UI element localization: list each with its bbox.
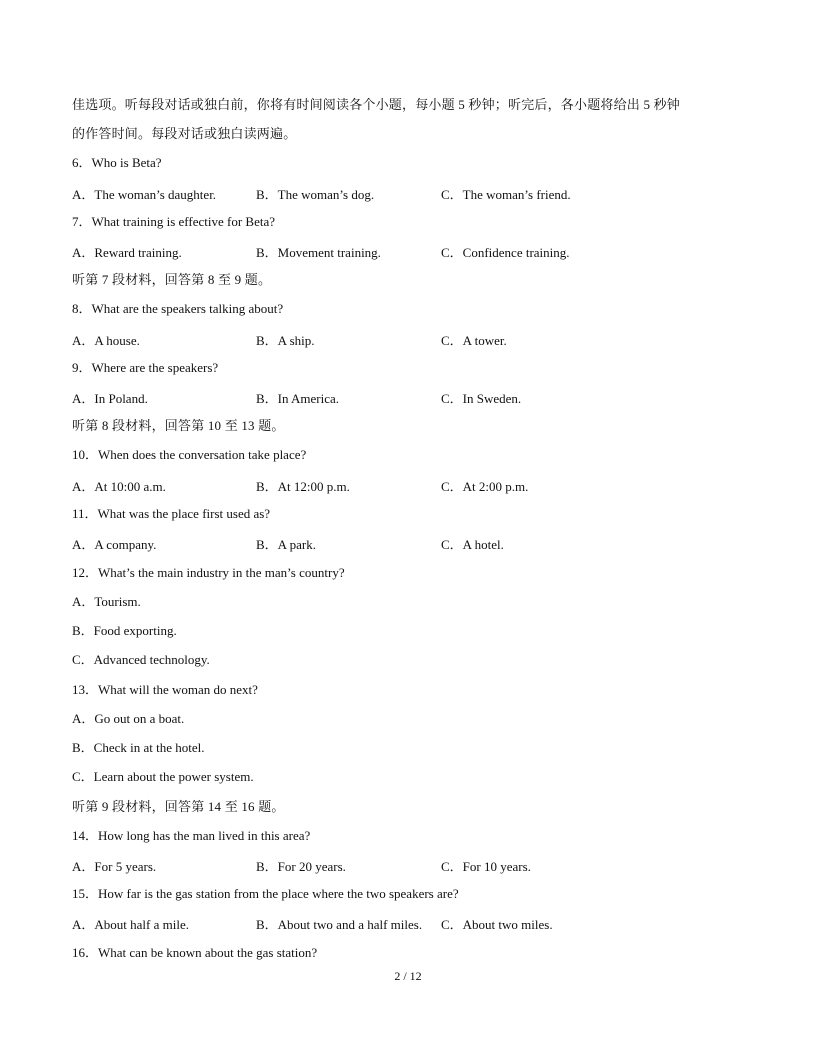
question-14-option-b: B．For 20 years. — [256, 859, 346, 874]
question-13-option-c: C．Learn about the power system. — [72, 769, 254, 784]
question-10-stem: 10．When does the conversation take place? — [72, 447, 307, 462]
section-heading-7: 听第 7 段材料，回答第 8 至 9 题。 — [72, 272, 272, 287]
question-15-option-b: B．About two and a half miles. — [256, 917, 423, 932]
question-13-stem: 13．What will the woman do next? — [72, 682, 258, 697]
question-11-stem: 11．What was the place first used as? — [72, 506, 271, 521]
question-6-option-c: C．The woman’s friend. — [441, 187, 571, 202]
question-13-option-b: B．Check in at the hotel. — [72, 740, 205, 755]
section-heading-9: 听第 9 段材料，回答第 14 至 16 题。 — [72, 799, 285, 814]
question-8-stem: 8．What are the speakers talking about? — [72, 301, 284, 316]
question-9-option-a: A．In Poland. — [72, 391, 148, 406]
question-9-option-c: C．In Sweden. — [441, 391, 522, 406]
question-13-option-a: A．Go out on a boat. — [72, 711, 185, 726]
question-9-option-b: B．In America. — [256, 391, 340, 406]
question-11-option-a: A．A company. — [72, 537, 157, 552]
question-12-option-c: C．Advanced technology. — [72, 652, 210, 667]
question-8-option-a: A．A house. — [72, 333, 140, 348]
question-9-stem: 9．Where are the speakers? — [72, 360, 219, 375]
question-11-option-b: B．A park. — [256, 537, 316, 552]
question-6-stem: 6．Who is Beta? — [72, 155, 162, 170]
page-number: 2 / 12 — [394, 969, 422, 983]
instruction-line-2: 的作答时间。每段对话或独白读两遍。 — [72, 126, 297, 141]
question-7-option-b: B．Movement training. — [256, 245, 381, 260]
question-14-option-a: A．For 5 years. — [72, 859, 157, 874]
question-7-stem: 7．What training is effective for Beta? — [72, 214, 275, 229]
question-8-option-c: C．A tower. — [441, 333, 507, 348]
question-8-option-b: B．A ship. — [256, 333, 315, 348]
question-12-option-b: B．Food exporting. — [72, 623, 177, 638]
instruction-line-1: 佳选项。听每段对话或独白前，你将有时间阅读各个小题，每小题 5 秒钟；听完后，各小题将给出 5 秒钟 — [72, 97, 681, 112]
question-7-option-a: A．Reward training. — [72, 245, 182, 260]
question-7-option-c: C．Confidence training. — [441, 245, 570, 260]
question-15-option-a: A．About half a mile. — [72, 917, 189, 932]
question-6-option-b: B．The woman’s dog. — [256, 187, 375, 202]
question-6-option-a: A．The woman’s daughter. — [72, 187, 217, 202]
question-12-option-a: A．Tourism. — [72, 594, 141, 609]
question-14-option-c: C．For 10 years. — [441, 859, 531, 874]
question-16-stem: 16．What can be known about the gas station? — [72, 945, 318, 960]
question-12-stem: 12．What’s the main industry in the man’s country? — [72, 565, 345, 580]
question-11-option-c: C．A hotel. — [441, 537, 504, 552]
question-14-stem: 14．How long has the man lived in this area? — [72, 828, 311, 843]
question-10-option-a: A．At 10:00 a.m. — [72, 479, 166, 494]
question-15-stem: 15．How far is the gas station from the place where the two speakers are? — [72, 886, 459, 901]
question-15-option-c: C．About two miles. — [441, 917, 553, 932]
section-heading-8: 听第 8 段材料，回答第 10 至 13 题。 — [72, 418, 285, 433]
question-10-option-c: C．At 2:00 p.m. — [441, 479, 529, 494]
question-10-option-b: B．At 12:00 p.m. — [256, 479, 350, 494]
